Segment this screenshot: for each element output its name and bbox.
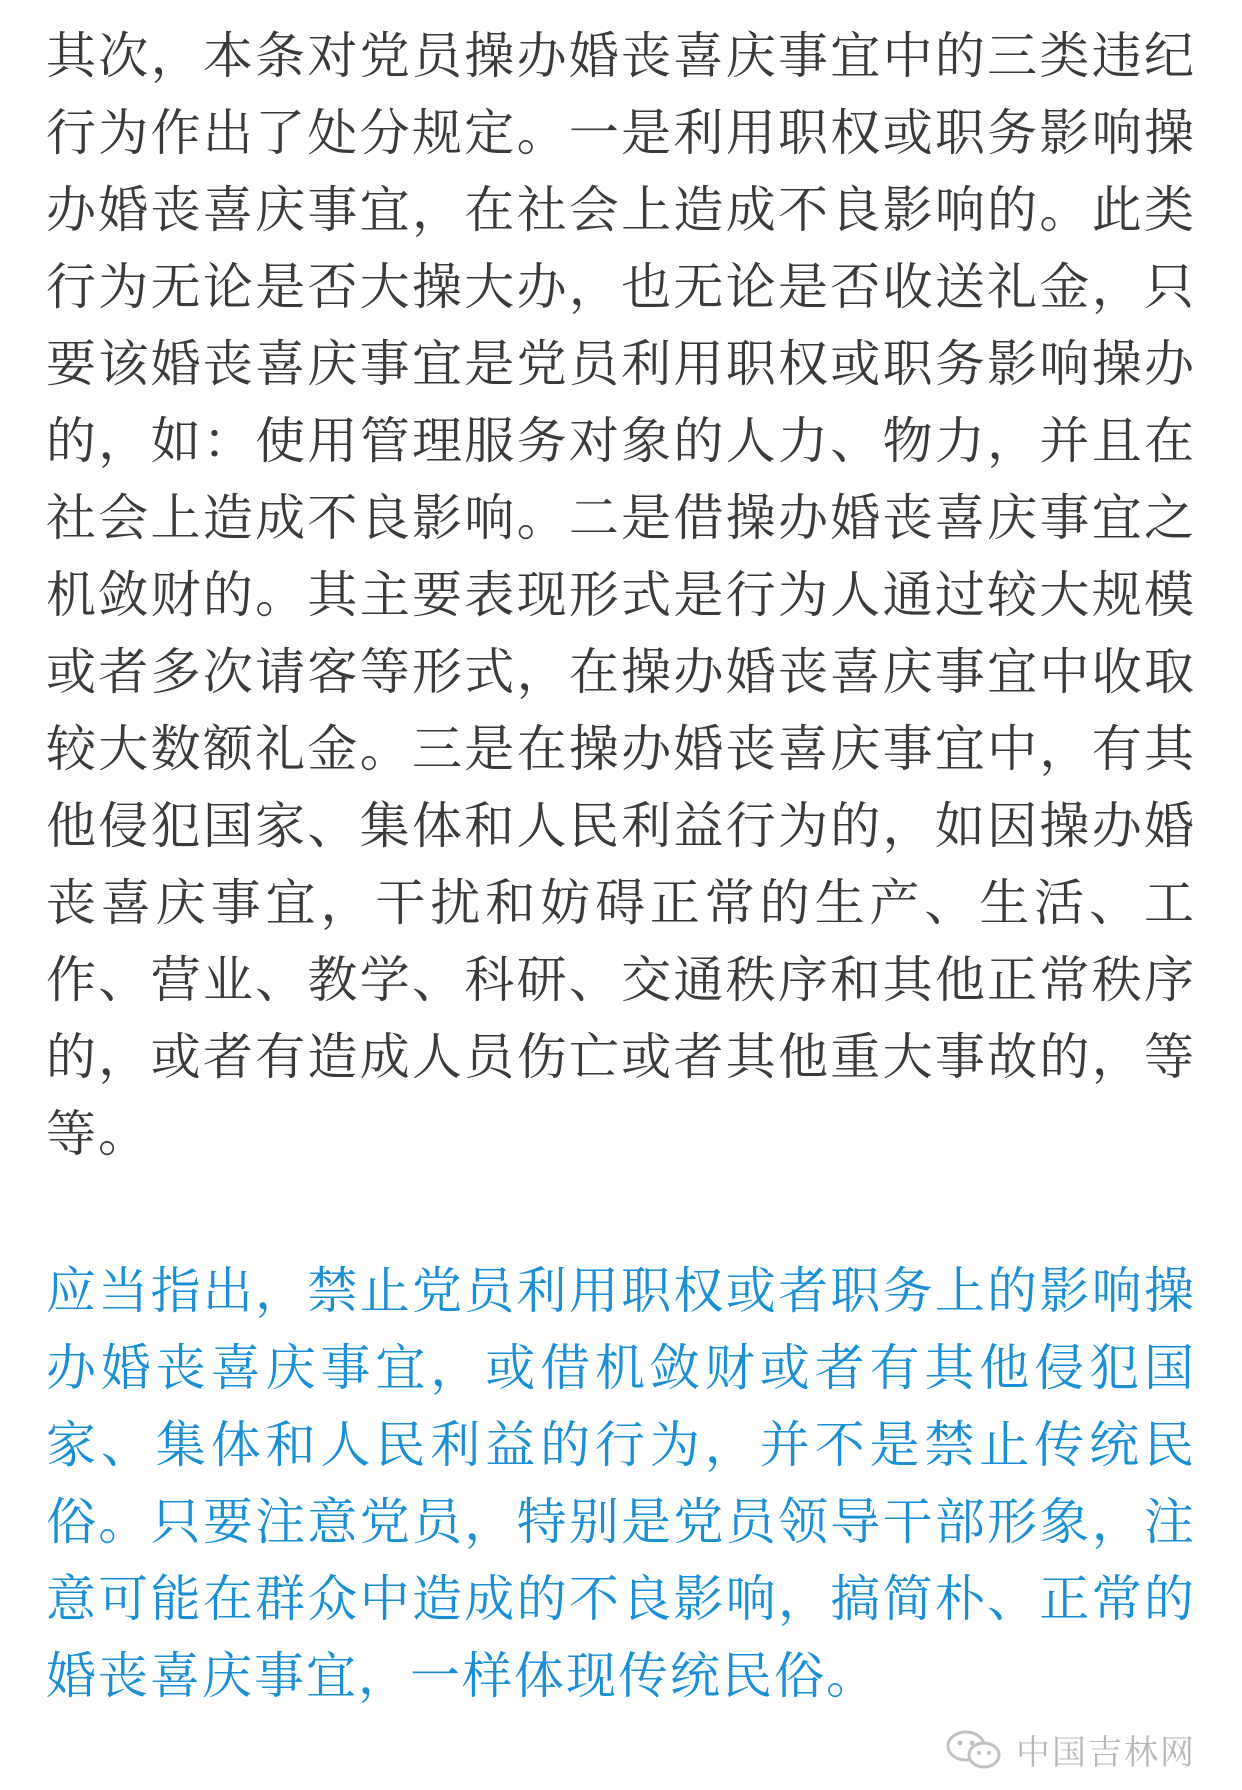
paragraph-violations: 其次，本条对党员操办婚丧喜庆事宜中的三类违纪行为作出了处分规定。一是利用职权或职务影响操办婚丧喜庆事宜，在社会上造成不良影响的。此类行为无论是否大操大办，也无论是否收送礼金，只要该婚丧喜庆事宜是党员利用职权或职务影响操办的，如：使用管理服务对象的人力、物力，并且在社会上造成不良影响。二是借操办婚丧喜庆事宜之机敛财的。其主要表现形式是行为人通过较大规模或者多次请客等形式，在操办婚丧喜庆事宜中收取较大数额礼金。三是在操办婚丧喜庆事宜中，有其他侵犯国家、集体和人民利益行为的，如因操办婚丧喜庆事宜，干扰和妨碍正常的生产、生活、工作、营业、教学、科研、交通秩序和其他正常秩序的，或者有造成人员伤亡或者其他重大事故的，等等。 — [46, 27, 1196, 1163]
watermark-label: 中国吉林网 — [1016, 1733, 1196, 1773]
paragraph-highlight-note: 应当指出，禁止党员利用职权或者职务上的影响操办婚丧喜庆事宜，或借机敛财或者有其他侵犯国家、集体和人民利益的行为，并不是禁止传统民俗。只要注意党员，特别是党员领导干部形象，注意可能在群众中造成的不良影响，搞简朴、正常的婚丧喜庆事宜，一样体现传统民俗。 — [46, 1262, 1196, 1705]
wechat-icon — [944, 1728, 1004, 1772]
article-body — [46, 18, 1196, 1715]
source-watermark — [944, 1725, 1196, 1774]
